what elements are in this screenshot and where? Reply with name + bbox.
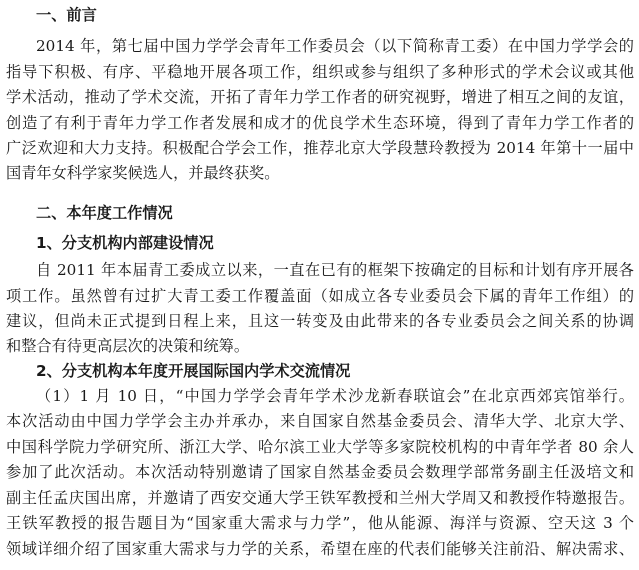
paragraph-line: 副主任孟庆国出席，并邀请了西安交通大学王铁军教授和兰州大学周又和教授作特邀报告。 <box>6 489 634 507</box>
paragraph-line: 指导下积极、有序、平稳地开展各项工作，组织或参与组织了多种形式的学术会议或其他 <box>6 63 634 81</box>
paragraph-line: 中国科学院力学研究所、浙江大学、哈尔滨工业大学等多家院校机构的中青年学者 80 余人 <box>6 438 634 456</box>
paragraph-line: 自 2011 年本届青工委成立以来，一直在已有的框架下按确定的目标和计划有序开展各 <box>36 261 634 279</box>
paragraph-line: （1）1 月 10 日，“中国力学学会青年学术沙龙新春联谊会”在北京西郊宾馆举行。 <box>36 387 634 405</box>
paragraph-line: 学术活动，推动了学术交流，开拓了青年力学工作者的研究视野，增进了相互之间的友谊， <box>6 88 634 106</box>
paragraph-line: 本次活动由中国力学学会主办并承办，来自国家自然基金委员会、清华大学、北京大学、 <box>6 412 634 430</box>
paragraph-line: 领域详细介绍了国家重大需求与力学的关系，希望在座的代表们能够关注前沿、解决需求、 <box>6 540 634 558</box>
section-heading-work: 二、本年度工作情况 <box>36 204 173 222</box>
paragraph-line: 2014 年，第七届中国力学学会青年工作委员会（以下简称青工委）在中国力学学会的 <box>36 37 634 55</box>
paragraph-line: 创造了有利于青年力学工作者发展和成才的优良学术生态环境，得到了青年力学工作者的 <box>6 114 634 132</box>
paragraph-line: 参加了此次活动。本次活动特别邀请了国家自然基金委员会数理学部常务副主任汲培文和 <box>6 463 634 481</box>
paragraph-line: 和整合有待更高层次的决策和统筹。 <box>6 337 249 355</box>
paragraph-line: 国青年女科学家奖候选人，并最终获奖。 <box>6 164 280 182</box>
subsection-heading-internal: 1、分支机构内部建设情况 <box>36 234 214 252</box>
subsection-heading-exchange: 2、分支机构本年度开展国际国内学术交流情况 <box>36 362 351 380</box>
section-heading-preface: 一、前言 <box>36 6 97 24</box>
paragraph-line: 王铁军教授的报告题目为“国家重大需求与力学”，他从能源、海洋与资源、空天这 3 个 <box>6 514 634 532</box>
paragraph-line: 建议，但尚未正式提到日程上来，且这一转变及由此带来的各专业委员会之间关系的协调 <box>6 312 634 330</box>
paragraph-line: 项工作。虽然曾有过扩大青工委工作覆盖面（如成立各专业委员会下属的青年工作组）的 <box>6 287 634 305</box>
paragraph-line: 广泛欢迎和大力支持。积极配合学会工作，推荐北京大学段慧玲教授为 2014 年第十一届中 <box>6 139 634 157</box>
